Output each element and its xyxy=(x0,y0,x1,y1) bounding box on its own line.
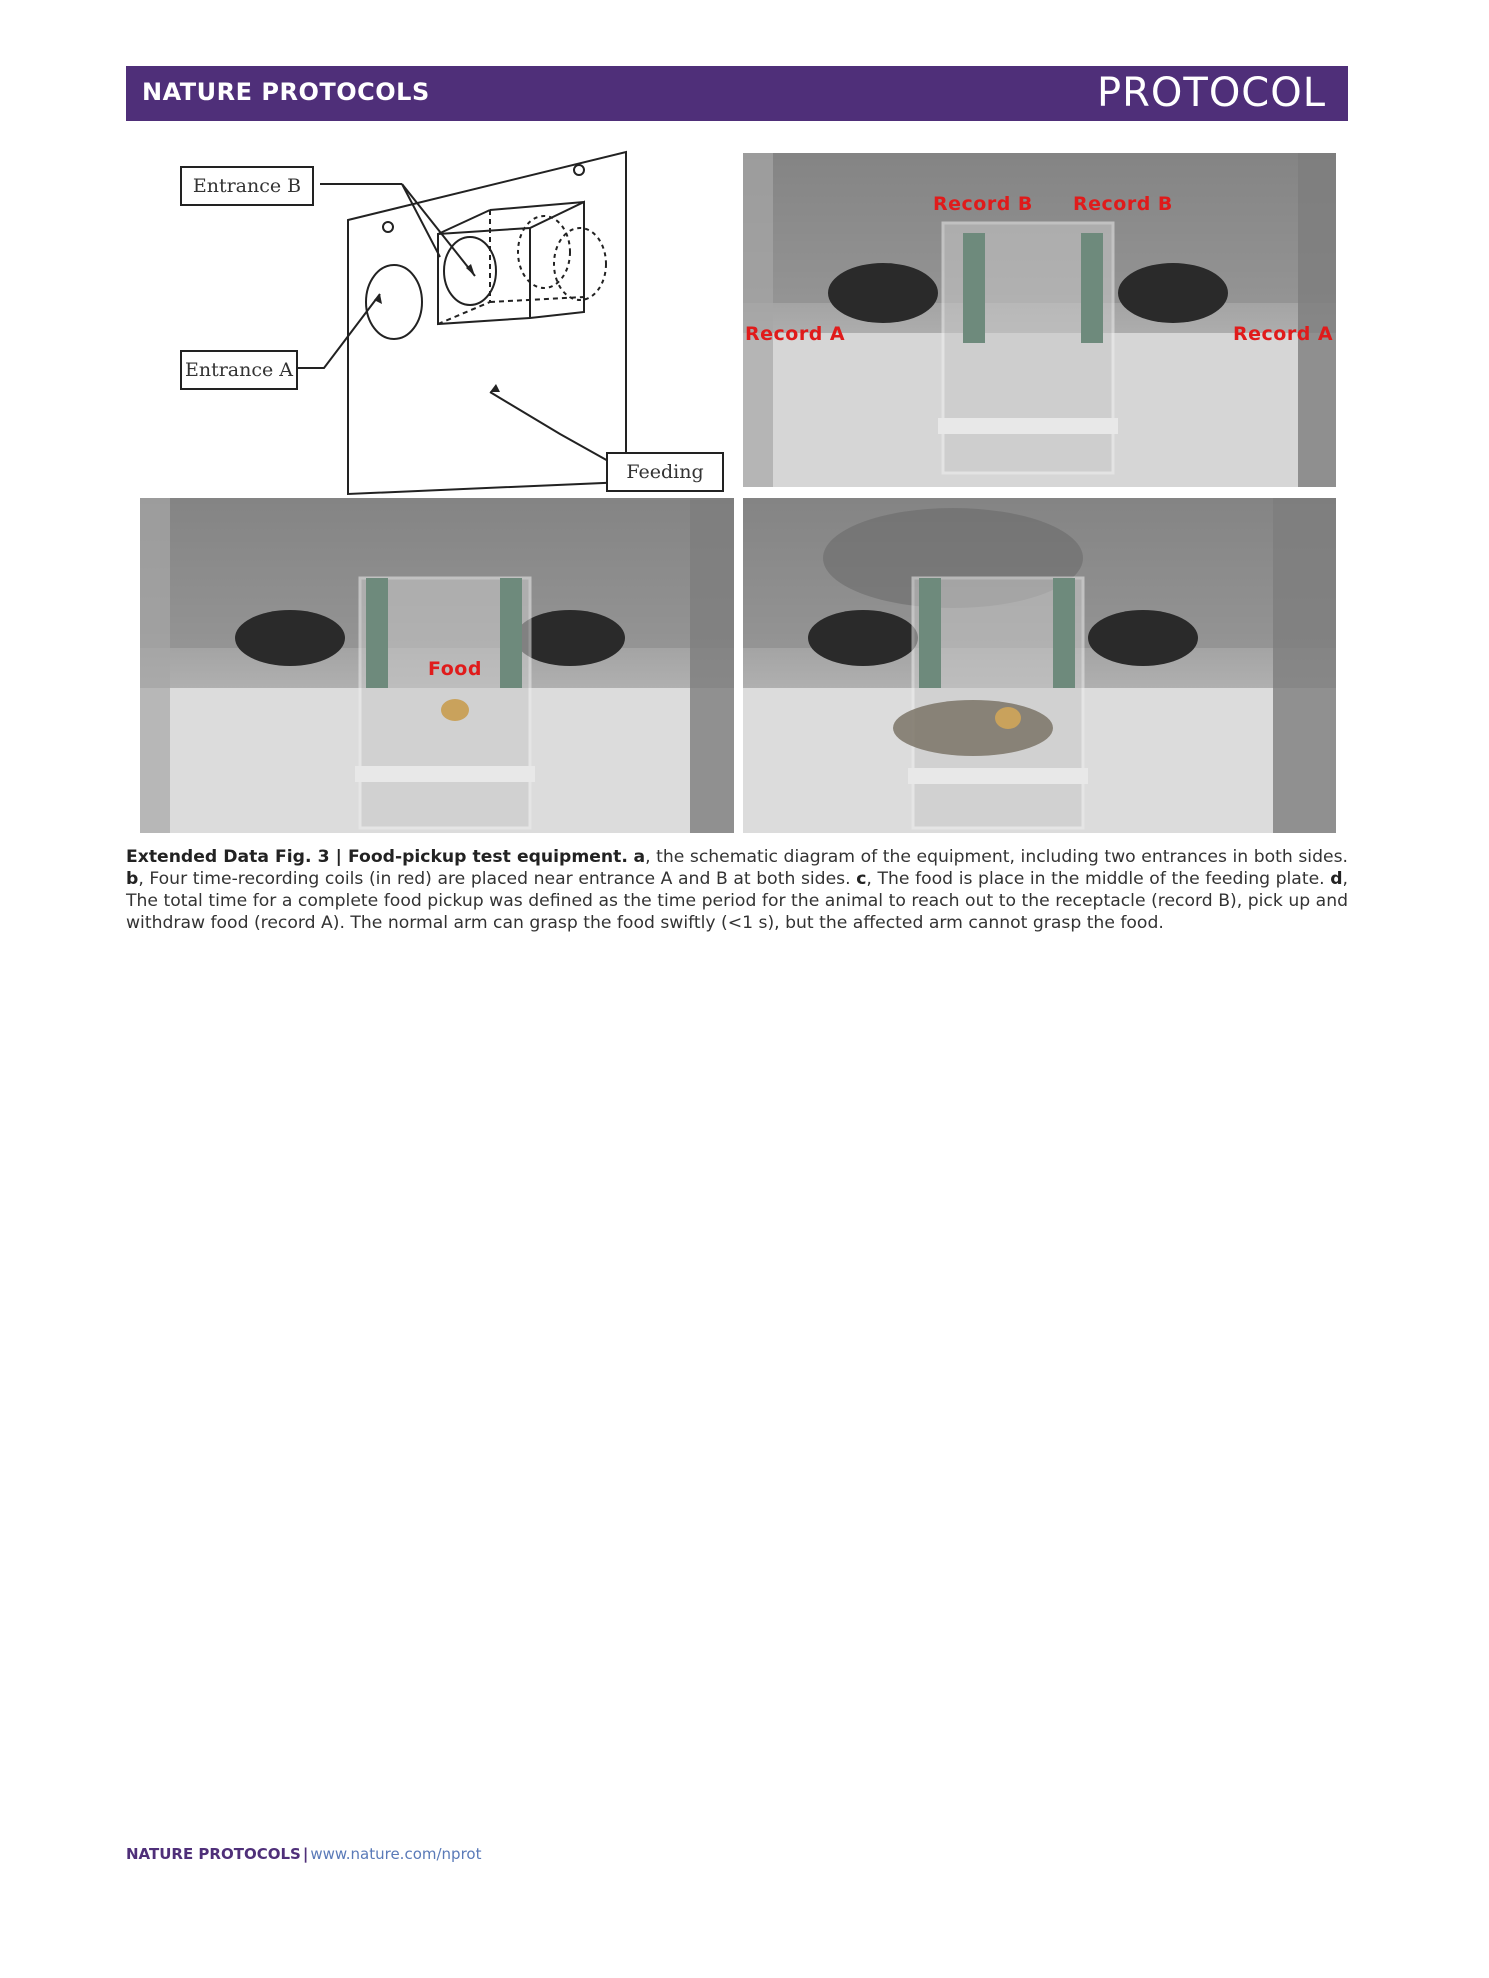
caption-letter-a: a xyxy=(633,847,646,867)
caption-figure-label: Extended Data Fig. 3 | Food-pickup test equipment. xyxy=(126,847,628,867)
food-label: Food xyxy=(428,658,482,680)
footer-separator: | xyxy=(302,1845,309,1863)
entrance-a-label: Entrance A xyxy=(180,350,298,390)
panel-d-photo xyxy=(743,498,1336,833)
record-a-label-left: Record A xyxy=(745,323,846,345)
caption-letter-c: c xyxy=(856,869,867,889)
section-label: PROTOCOL xyxy=(1096,70,1326,116)
caption-letter-d: d xyxy=(1330,869,1343,889)
footer-journal: NATURE PROTOCOLS xyxy=(126,1845,301,1863)
record-a-label-right: Record A xyxy=(1233,323,1334,345)
caption-text-d: , The total time for a complete food pickup was defined as the time period for the animal to reach out to the receptacle (record B), pick up and withdraw food (record A). The normal arm can grasp the food swiftly (<1 s), but the affected arm cannot grasp the food. xyxy=(126,869,1349,933)
panel-c-photo xyxy=(140,498,734,833)
entrance-b-label: Entrance B xyxy=(180,166,314,206)
page-header xyxy=(126,66,1348,121)
journal-name: NATURE PROTOCOLS xyxy=(142,78,430,106)
record-b-label-right: Record B xyxy=(1073,193,1173,215)
panel-a-diagram xyxy=(140,152,732,494)
record-b-label-left: Record B xyxy=(933,193,1033,215)
caption-text-a: , the schematic diagram of the equipment, including two entrances in both sides. xyxy=(645,847,1348,867)
caption-text-b: , Four time-recording coils (in red) are placed near entrance A and B at both sides. xyxy=(138,869,851,889)
footer-url[interactable]: www.nature.com/nprot xyxy=(310,1845,482,1863)
panel-b-photo xyxy=(743,153,1336,487)
figure-caption xyxy=(126,846,1348,934)
apparatus-photo-d xyxy=(743,498,1336,833)
page-footer xyxy=(126,1845,481,1863)
caption-text-c: , The food is place in the middle of the feeding plate. xyxy=(866,869,1325,889)
feeding-plate-label: Feeding xyxy=(606,452,724,492)
apparatus-photo-b xyxy=(743,153,1336,487)
caption-letter-b: b xyxy=(126,869,139,889)
